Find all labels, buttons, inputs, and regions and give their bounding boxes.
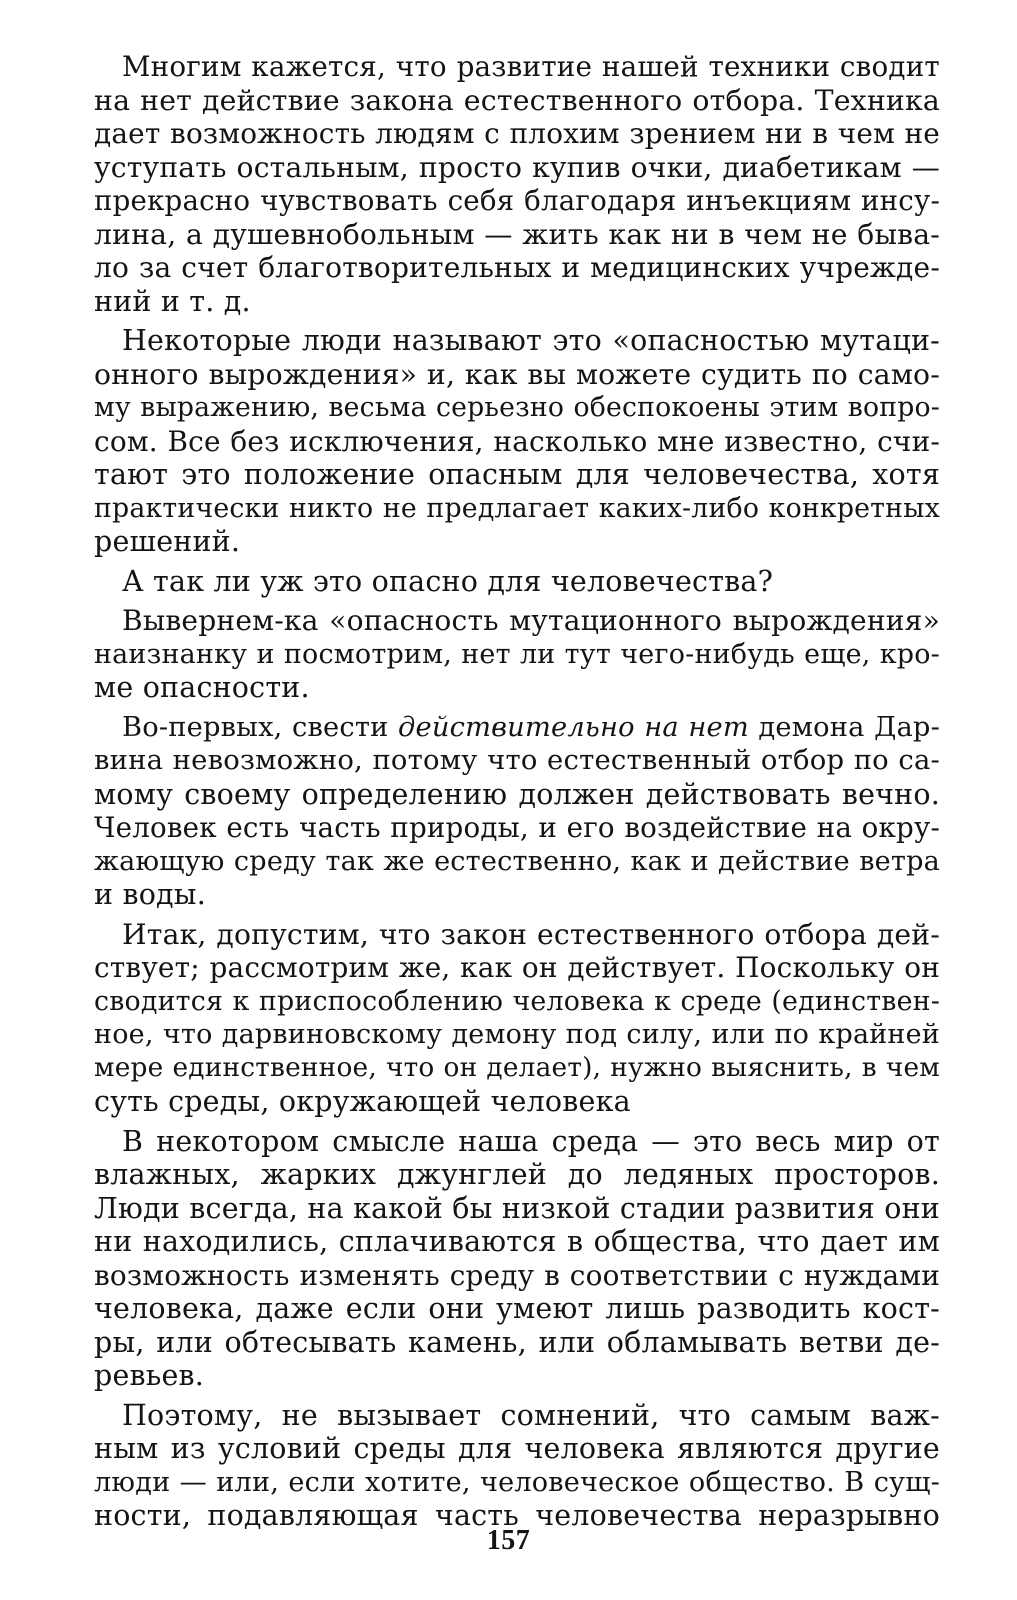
text-line: ности, подавляющая часть человечества неразрывно xyxy=(94,1499,940,1532)
text-line: уступать остальным, просто купив очки, диабетикам — xyxy=(94,150,940,184)
text-line: вина невозможно, потому что естественный отбор по са- xyxy=(94,745,940,776)
text-line: жающую среду так же естественно, как и действие ветра xyxy=(94,845,940,877)
text-line: Поэтому, не вызывает сомнений, что самым важ- xyxy=(122,1398,940,1432)
text-line: Многим кажется, что развитие нашей техники сводит xyxy=(122,50,940,83)
paragraph-8 xyxy=(94,1399,940,1533)
text-line: возможность изменять среду в соответствии с нуждами xyxy=(94,1258,940,1292)
text-line: онного вырождения» и, как вы можете судить по само- xyxy=(94,357,940,391)
text-line: ме опасности. xyxy=(94,671,310,704)
text-line: наизнанку и посмотрим, нет ли тут чего-нибудь еще, кро- xyxy=(94,638,940,670)
text-line: А так ли уж это опасно для человечества? xyxy=(122,564,774,598)
text-line: решений. xyxy=(94,525,241,558)
text-line: ное, что дарвиновскому демону под силу, или по крайней xyxy=(94,1019,940,1050)
text-line: люди — или, если хотите, человеческое общество. В сущ- xyxy=(94,1466,940,1498)
text-line: на нет действие закона естественного отбора. Техника xyxy=(94,83,940,117)
text-line: суть среды, окружающей человека xyxy=(94,1085,631,1118)
text-line: Люди всегда, на какой бы низкой стадии развития они xyxy=(94,1191,940,1225)
text-line: прекрасно чувствовать себя благодаря инъекциям инсу- xyxy=(94,184,940,217)
paragraph-1 xyxy=(94,50,940,318)
paragraph-5 xyxy=(94,711,940,912)
text-line: ни находились, сплачиваются в общества, что дает им xyxy=(94,1225,940,1258)
text-line: ло за счет благотворительных и медицинских учрежде- xyxy=(94,251,940,284)
text-line: ревьев. xyxy=(94,1359,205,1392)
text-line: сом. Все без исключения, насколько мне известно, счи- xyxy=(94,424,940,458)
text-line: Человек есть часть природы, и его воздействие на окру- xyxy=(94,811,940,844)
paragraph-2 xyxy=(94,324,940,559)
text-line: человека, даже если они умеют лишь разводить кост- xyxy=(94,1292,940,1325)
text-line: мому своему определению должен действовать вечно. xyxy=(94,777,940,811)
text-line: Вывернем-ка «опасность мутационного вырождения» xyxy=(122,604,940,637)
text-line: Итак, допустим, что закон естественного отбора дей- xyxy=(122,917,940,951)
text-line: мере единственное, что он делает), нужно выяснить, в чем xyxy=(94,1052,940,1083)
paragraph-3 xyxy=(94,565,940,599)
text-line: влажных, жарких джунглей до ледяных просторов. xyxy=(94,1158,940,1191)
text-line: Некоторые люди называют это «опасностью мутаци- xyxy=(122,324,940,357)
text-line: практически никто не предлагает каких-либо конкретных xyxy=(94,492,940,524)
text-segment: демона Дар- xyxy=(748,711,940,743)
text-line: и воды. xyxy=(94,878,206,911)
text-line: ным из условий среды для человека являются другие xyxy=(94,1432,940,1465)
paragraph-6 xyxy=(94,918,940,1119)
text-line xyxy=(94,711,940,745)
text-line: тают это положение опасным для человечества, хотя xyxy=(94,458,940,491)
paragraph-7 xyxy=(94,1125,940,1393)
text-line: ры, или обтесывать камень, или обламывать ветви де- xyxy=(94,1325,940,1359)
italic-emphasis: действительно на нет xyxy=(398,711,749,743)
text-line: дает возможность людям с плохим зрением ни в чем не xyxy=(94,117,940,150)
text-line: В некотором смысле наша среда — это весь мир от xyxy=(122,1124,940,1158)
text-line: ствует; рассмотрим же, как он действует. Поскольку он xyxy=(94,951,940,984)
text-line: ний и т. д. xyxy=(94,284,251,318)
text-line: лина, а душевнобольным — жить как ни в чем не быва- xyxy=(94,217,940,251)
book-page-text xyxy=(94,50,940,1533)
paragraph-4 xyxy=(94,604,940,705)
text-line: му выражению, весьма серьезно обеспокоены этим вопро- xyxy=(94,392,940,423)
page-number: 157 xyxy=(486,1525,531,1556)
text-line: сводится к приспособлению человека к среде (единствен- xyxy=(94,985,940,1017)
text-segment: Во-первых, свести xyxy=(122,711,399,743)
